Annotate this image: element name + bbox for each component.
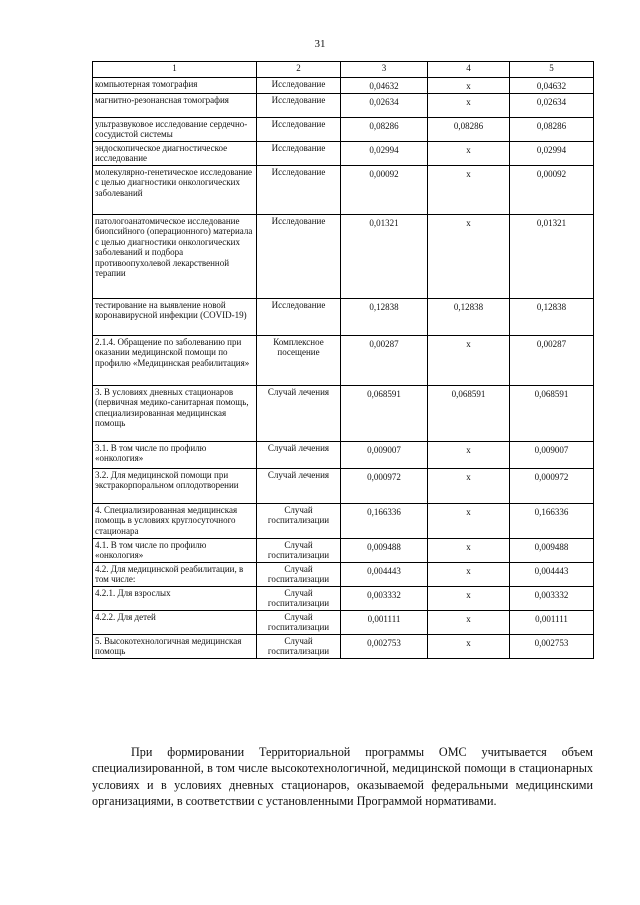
row-description-cell: 4. Специализированная медицинская помощь в условиях круглосуточного стационара (93, 503, 257, 538)
row-value-col4-cell: 0,08286 (428, 117, 510, 141)
table-row (93, 117, 594, 141)
row-value-col4-cell: x (428, 634, 510, 658)
row-description-cell: молекулярно-генетическое исследование с целью диагностики онкологических заболеваний (93, 165, 257, 214)
table-row (93, 298, 594, 335)
row-value-col4-cell: x (428, 610, 510, 634)
row-unit-cell: Случай лечения (257, 385, 341, 441)
row-description-cell: 4.2.1. Для взрослых (93, 586, 257, 610)
row-description-cell: эндоскопическое диагностическое исследование (93, 141, 257, 165)
row-description-cell: магнитно-резонансная томография (93, 93, 257, 117)
row-value-col3-cell: 0,003332 (341, 586, 428, 610)
row-value-col5-cell: 0,02634 (510, 93, 594, 117)
row-value-col4-cell: x (428, 335, 510, 385)
row-value-col3-cell: 0,12838 (341, 298, 428, 335)
row-description-cell: 4.2. Для медицинской реабилитации, в том числе: (93, 562, 257, 586)
paragraph-text: При формировании Территориальной программы ОМС учитывается объем специализированной, в том числе высокотехнологичной, медицинской помощи в стационарных условиях и в условиях дневных стационаров, оказываемой федеральными медицинскими организациями, в соответствии с установленными Программой нормативами. (92, 745, 593, 809)
row-unit-cell: Исследование (257, 298, 341, 335)
row-unit-cell: Исследование (257, 117, 341, 141)
row-value-col5-cell: 0,068591 (510, 385, 594, 441)
row-value-col3-cell: 0,068591 (341, 385, 428, 441)
row-unit-cell: Случай лечения (257, 468, 341, 503)
row-value-col3-cell: 0,08286 (341, 117, 428, 141)
row-unit-cell: Исследование (257, 214, 341, 298)
row-value-col4-cell: x (428, 538, 510, 562)
row-value-col3-cell: 0,166336 (341, 503, 428, 538)
row-description-cell: 3.2. Для медицинской помощи при экстракорпоральном оплодотворении (93, 468, 257, 503)
row-unit-cell: Исследование (257, 78, 341, 94)
table-row (93, 538, 594, 562)
row-value-col5-cell: 0,01321 (510, 214, 594, 298)
row-value-col4-cell: x (428, 586, 510, 610)
header-cell-5: 5 (510, 62, 594, 78)
row-value-col3-cell: 0,00287 (341, 335, 428, 385)
table-row (93, 78, 594, 94)
row-value-col5-cell: 0,00287 (510, 335, 594, 385)
row-value-col3-cell: 0,04632 (341, 78, 428, 94)
row-unit-cell: Случай госпитализации (257, 562, 341, 586)
row-value-col3-cell: 0,009007 (341, 441, 428, 468)
row-value-col3-cell: 0,004443 (341, 562, 428, 586)
row-value-col3-cell: 0,02994 (341, 141, 428, 165)
row-value-col5-cell: 0,000972 (510, 468, 594, 503)
table-row (93, 468, 594, 503)
row-value-col4-cell: x (428, 141, 510, 165)
row-value-col5-cell: 0,02994 (510, 141, 594, 165)
row-value-col3-cell: 0,002753 (341, 634, 428, 658)
table-row (93, 610, 594, 634)
row-unit-cell: Случай лечения (257, 441, 341, 468)
table-row (93, 165, 594, 214)
table-row (93, 562, 594, 586)
row-unit-cell: Исследование (257, 93, 341, 117)
row-value-col5-cell: 0,009007 (510, 441, 594, 468)
table-row (93, 385, 594, 441)
row-value-col5-cell: 0,12838 (510, 298, 594, 335)
row-value-col4-cell: x (428, 441, 510, 468)
row-description-cell: 5. Высокотехнологичная медицинская помощь (93, 634, 257, 658)
table-row (93, 503, 594, 538)
row-description-cell: 3. В условиях дневных стационаров (первичная медико-санитарная помощь, специализированная медицинская помощь (93, 385, 257, 441)
table-row (93, 634, 594, 658)
row-unit-cell: Исследование (257, 165, 341, 214)
row-description-cell: ультразвуковое исследование сердечно-сосудистой системы (93, 117, 257, 141)
row-value-col4-cell: x (428, 78, 510, 94)
row-description-cell: патологоанатомическое исследование биопсийного (операционного) материала с целью диагностики онкологических заболеваний и подбора противоопухолевой лекарственной терапии (93, 214, 257, 298)
row-value-col5-cell: 0,001111 (510, 610, 594, 634)
row-description-cell: 4.1. В том числе по профилю «онкология» (93, 538, 257, 562)
header-cell-3: 3 (341, 62, 428, 78)
row-value-col4-cell: x (428, 503, 510, 538)
table-row (93, 93, 594, 117)
row-unit-cell: Случай госпитализации (257, 586, 341, 610)
table-row (93, 141, 594, 165)
row-unit-cell: Случай госпитализации (257, 503, 341, 538)
row-value-col5-cell: 0,00092 (510, 165, 594, 214)
row-description-cell: тестирование на выявление новой коронавирусной инфекции (COVID-19) (93, 298, 257, 335)
row-value-col3-cell: 0,00092 (341, 165, 428, 214)
table-header-row (93, 62, 594, 78)
body-paragraph (92, 744, 593, 810)
row-value-col4-cell: x (428, 165, 510, 214)
row-unit-cell: Комплексное посещение (257, 335, 341, 385)
table-row (93, 214, 594, 298)
row-value-col4-cell: x (428, 214, 510, 298)
row-unit-cell: Случай госпитализации (257, 610, 341, 634)
row-value-col5-cell: 0,166336 (510, 503, 594, 538)
row-description-cell: 4.2.2. Для детей (93, 610, 257, 634)
row-value-col3-cell: 0,000972 (341, 468, 428, 503)
row-unit-cell: Случай госпитализации (257, 634, 341, 658)
row-value-col4-cell: x (428, 93, 510, 117)
row-value-col4-cell: 0,12838 (428, 298, 510, 335)
row-value-col4-cell: x (428, 468, 510, 503)
row-description-cell: 2.1.4. Обращение по заболеванию при оказании медицинской помощи по профилю «Медицинская реабилитация» (93, 335, 257, 385)
row-value-col5-cell: 0,009488 (510, 538, 594, 562)
row-value-col3-cell: 0,01321 (341, 214, 428, 298)
table-row (93, 586, 594, 610)
row-value-col5-cell: 0,002753 (510, 634, 594, 658)
table-row (93, 441, 594, 468)
page-number: 31 (314, 38, 326, 50)
table-row (93, 335, 594, 385)
row-unit-cell: Случай госпитализации (257, 538, 341, 562)
row-value-col3-cell: 0,02634 (341, 93, 428, 117)
header-cell-1: 1 (93, 62, 257, 78)
row-value-col4-cell: x (428, 562, 510, 586)
row-value-col5-cell: 0,003332 (510, 586, 594, 610)
header-cell-4: 4 (428, 62, 510, 78)
row-value-col4-cell: 0,068591 (428, 385, 510, 441)
row-value-col5-cell: 0,004443 (510, 562, 594, 586)
row-value-col3-cell: 0,001111 (341, 610, 428, 634)
row-value-col3-cell: 0,009488 (341, 538, 428, 562)
row-unit-cell: Исследование (257, 141, 341, 165)
row-description-cell: 3.1. В том числе по профилю «онкология» (93, 441, 257, 468)
row-value-col5-cell: 0,04632 (510, 78, 594, 94)
row-value-col5-cell: 0,08286 (510, 117, 594, 141)
header-cell-2: 2 (257, 62, 341, 78)
norms-table (92, 61, 594, 659)
row-description-cell: компьютерная томография (93, 78, 257, 94)
